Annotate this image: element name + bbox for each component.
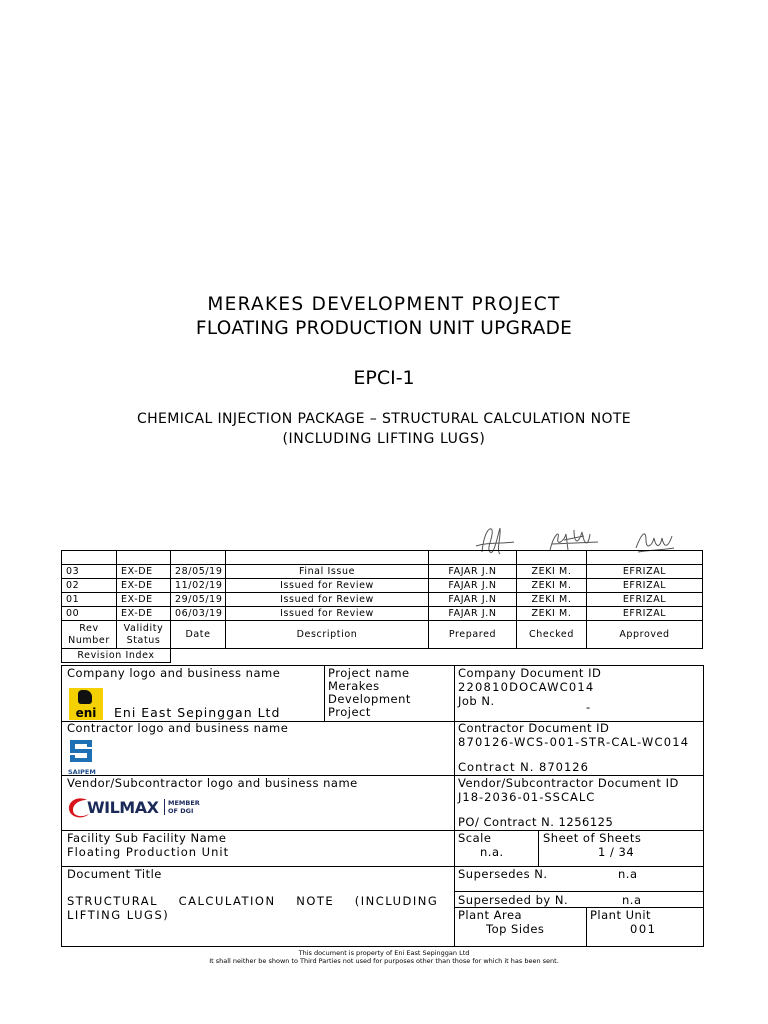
revision-date-cell: 29/05/19 bbox=[171, 593, 226, 607]
revision-prepared-cell: FAJAR J.N bbox=[429, 579, 517, 593]
project-name-label: Project name bbox=[328, 666, 410, 680]
revision-approved-cell: EFRIZAL bbox=[587, 579, 703, 593]
revision-approved-cell: EFRIZAL bbox=[587, 607, 703, 621]
company-block bbox=[61, 665, 704, 722]
revision-prepared-cell: FAJAR J.N bbox=[429, 565, 517, 579]
revision-row bbox=[62, 593, 703, 607]
wilmax-logo-text: WILMAX bbox=[87, 798, 159, 817]
revision-table bbox=[61, 550, 703, 663]
revision-index-row bbox=[62, 649, 703, 663]
company-doc-id: 220810DOCAWC014 bbox=[458, 680, 595, 694]
document-title-line-2: LIFTING LUGS) bbox=[67, 908, 170, 922]
footer-ownership bbox=[0, 949, 768, 957]
eni-logo-text: eni bbox=[75, 706, 97, 720]
plant-unit-label: Plant Unit bbox=[590, 908, 652, 922]
description-header: Description bbox=[226, 621, 429, 649]
document-title-line-1: STRUCTURAL CALCULATION NOTE (INCLUDING bbox=[67, 894, 439, 908]
approved-header: Approved bbox=[587, 621, 703, 649]
project-name-line-2: Development bbox=[328, 692, 411, 706]
footer-owner: Eni East Sepinggan Ltd bbox=[394, 949, 470, 957]
wilmax-member-text: MEMBER bbox=[168, 799, 200, 807]
project-name-line-1: Merakes bbox=[328, 679, 380, 693]
contract-number: Contract N. 870126 bbox=[458, 760, 589, 774]
revision-checked-cell: ZEKI M. bbox=[517, 565, 587, 579]
revision-validity-cell: EX-DE bbox=[117, 579, 171, 593]
po-contract-number: PO/ Contract N. 1256125 bbox=[458, 815, 614, 829]
project-name-line-3: Project bbox=[328, 705, 371, 719]
sheet-label: Sheet of Sheets bbox=[543, 831, 642, 845]
validity-status-header: Validity Status bbox=[117, 621, 171, 649]
contractor-label: Contractor logo and business name bbox=[67, 721, 289, 735]
vendor-label: Vendor/Subcontractor logo and business name bbox=[67, 776, 358, 790]
revision-row bbox=[62, 565, 703, 579]
company-doc-id-label: Company Document ID bbox=[458, 666, 602, 680]
superseded-by-label: Superseded by N. bbox=[458, 893, 569, 907]
facility-label: Facility Sub Facility Name bbox=[67, 831, 227, 845]
revision-date-cell: 11/02/19 bbox=[171, 579, 226, 593]
revision-rev-cell: 03 bbox=[62, 565, 117, 579]
contractor-doc-id: 870126-WCS-001-STR-CAL-WC014 bbox=[458, 735, 690, 749]
scale-value: n.a. bbox=[480, 845, 504, 859]
contractor-doc-id-label: Contractor Document ID bbox=[458, 721, 610, 735]
document-title-label: Document Title bbox=[67, 867, 162, 881]
revision-checked-cell: ZEKI M. bbox=[517, 579, 587, 593]
revision-prepared-cell: FAJAR J.N bbox=[429, 593, 517, 607]
superseded-by-value: n.a bbox=[622, 893, 642, 907]
vendor-doc-id: J18-2036-01-SSCALC bbox=[458, 790, 596, 804]
checked-header: Checked bbox=[517, 621, 587, 649]
revision-prepared-cell: FAJAR J.N bbox=[429, 607, 517, 621]
package-code: EPCI-1 bbox=[353, 367, 415, 389]
wilmax-logo bbox=[67, 796, 207, 820]
rev-number-header: Rev Number bbox=[62, 621, 117, 649]
saipem-logo-text: SAIPEM bbox=[68, 768, 96, 776]
revision-validity-cell: EX-DE bbox=[117, 607, 171, 621]
revision-date-cell: 06/03/19 bbox=[171, 607, 226, 621]
project-title: MERAKES DEVELOPMENT PROJECT bbox=[207, 294, 561, 315]
revision-validity-cell: EX-DE bbox=[117, 565, 171, 579]
saipem-logo bbox=[68, 738, 96, 776]
revision-description-cell: Final Issue bbox=[226, 565, 429, 579]
revision-row bbox=[62, 579, 703, 593]
facility-block bbox=[61, 831, 704, 867]
vendor-block bbox=[61, 776, 704, 831]
dog-icon bbox=[78, 690, 92, 704]
revision-approved-cell: EFRIZAL bbox=[587, 565, 703, 579]
date-header: Date bbox=[171, 621, 226, 649]
document-title-block bbox=[61, 867, 704, 947]
eni-logo bbox=[69, 688, 103, 720]
job-number-value: - bbox=[586, 700, 591, 714]
revision-row bbox=[62, 607, 703, 621]
revision-header-row bbox=[62, 621, 703, 649]
vendor-doc-id-label: Vendor/Subcontractor Document ID bbox=[458, 776, 679, 790]
plant-unit-value: 001 bbox=[630, 922, 657, 936]
revision-checked-cell: ZEKI M. bbox=[517, 593, 587, 607]
company-name: Eni East Sepinggan Ltd bbox=[114, 705, 281, 720]
revision-blank-row bbox=[62, 551, 703, 565]
revision-date-cell: 28/05/19 bbox=[171, 565, 226, 579]
revision-description-cell: Issued for Review bbox=[226, 593, 429, 607]
facility-value: Floating Production Unit bbox=[67, 845, 230, 859]
plant-area-value: Top Sides bbox=[486, 922, 545, 936]
project-subtitle: FLOATING PRODUCTION UNIT UPGRADE bbox=[195, 318, 573, 339]
revision-index-label: Revision Index bbox=[62, 649, 171, 663]
prepared-header: Prepared bbox=[429, 621, 517, 649]
revision-description-cell: Issued for Review bbox=[226, 579, 429, 593]
scale-label: Scale bbox=[458, 831, 492, 845]
revision-rev-cell: 00 bbox=[62, 607, 117, 621]
contractor-block bbox=[61, 721, 704, 776]
revision-validity-cell: EX-DE bbox=[117, 593, 171, 607]
supersedes-label: Supersedes N. bbox=[458, 867, 548, 881]
document-subject: CHEMICAL INJECTION PACKAGE – STRUCTURAL CALCULATION NOTE bbox=[136, 411, 632, 427]
document-subject-continued: (INCLUDING LIFTING LUGS) bbox=[282, 431, 486, 447]
revision-rev-cell: 02 bbox=[62, 579, 117, 593]
revision-description-cell: Issued for Review bbox=[226, 607, 429, 621]
job-number-label: Job N. bbox=[458, 694, 495, 708]
footer-prefix: This document is property of bbox=[298, 949, 393, 957]
wilmax-divider bbox=[164, 799, 165, 815]
footer-confidentiality: It shall neither be shown to Third Parties not used for purposes other than those for which it has been sent. bbox=[209, 957, 559, 965]
company-label: Company logo and business name bbox=[67, 666, 281, 680]
supersedes-value: n.a bbox=[618, 867, 638, 881]
revision-approved-cell: EFRIZAL bbox=[587, 593, 703, 607]
revision-rev-cell: 01 bbox=[62, 593, 117, 607]
wilmax-dgi-text: OF DGI bbox=[168, 807, 194, 815]
saipem-mark-icon bbox=[68, 738, 94, 764]
revision-checked-cell: ZEKI M. bbox=[517, 607, 587, 621]
plant-area-label: Plant Area bbox=[458, 908, 523, 922]
sheet-value: 1 / 34 bbox=[598, 845, 635, 859]
